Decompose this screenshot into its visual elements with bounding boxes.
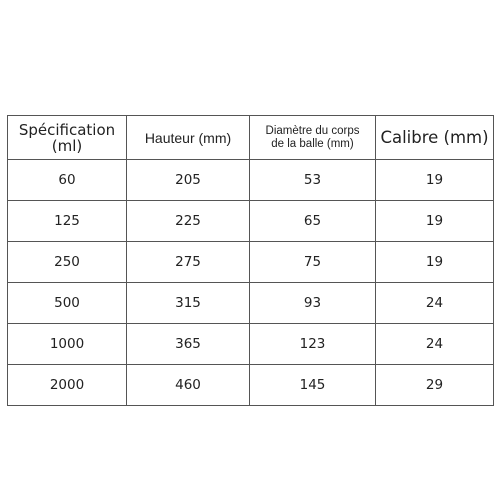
cell-specification: 125 bbox=[8, 201, 127, 242]
cell-hauteur: 460 bbox=[127, 365, 250, 406]
table-row bbox=[8, 324, 494, 365]
table-row bbox=[8, 283, 494, 324]
header-calibre: Calibre (mm) bbox=[376, 116, 494, 160]
specification-table bbox=[7, 115, 494, 406]
cell-specification: 2000 bbox=[8, 365, 127, 406]
header-diametre-line2: de la balle (mm) bbox=[271, 137, 354, 150]
cell-calibre: 19 bbox=[376, 160, 494, 201]
header-specification bbox=[8, 116, 127, 160]
table-row bbox=[8, 160, 494, 201]
table-row bbox=[8, 365, 494, 406]
cell-hauteur: 315 bbox=[127, 283, 250, 324]
cell-calibre: 29 bbox=[376, 365, 494, 406]
cell-diametre: 123 bbox=[250, 324, 376, 365]
header-hauteur: Hauteur (mm) bbox=[127, 116, 250, 160]
cell-hauteur: 225 bbox=[127, 201, 250, 242]
cell-specification: 250 bbox=[8, 242, 127, 283]
cell-diametre: 65 bbox=[250, 201, 376, 242]
header-diametre-line1: Diamètre du corps bbox=[265, 124, 360, 137]
cell-hauteur: 205 bbox=[127, 160, 250, 201]
table-row bbox=[8, 201, 494, 242]
cell-diametre: 53 bbox=[250, 160, 376, 201]
cell-hauteur: 365 bbox=[127, 324, 250, 365]
cell-diametre: 93 bbox=[250, 283, 376, 324]
cell-calibre: 24 bbox=[376, 324, 494, 365]
header-specification-line1: Spécification bbox=[18, 120, 116, 139]
table-row bbox=[8, 242, 494, 283]
cell-calibre: 24 bbox=[376, 283, 494, 324]
cell-specification: 60 bbox=[8, 160, 127, 201]
cell-hauteur: 275 bbox=[127, 242, 250, 283]
cell-calibre: 19 bbox=[376, 242, 494, 283]
cell-diametre: 75 bbox=[250, 242, 376, 283]
header-specification-line2: (ml) bbox=[51, 136, 83, 155]
cell-specification: 1000 bbox=[8, 324, 127, 365]
header-diametre bbox=[250, 116, 376, 160]
cell-diametre: 145 bbox=[250, 365, 376, 406]
cell-calibre: 19 bbox=[376, 201, 494, 242]
table-header-row bbox=[8, 116, 494, 160]
cell-specification: 500 bbox=[8, 283, 127, 324]
